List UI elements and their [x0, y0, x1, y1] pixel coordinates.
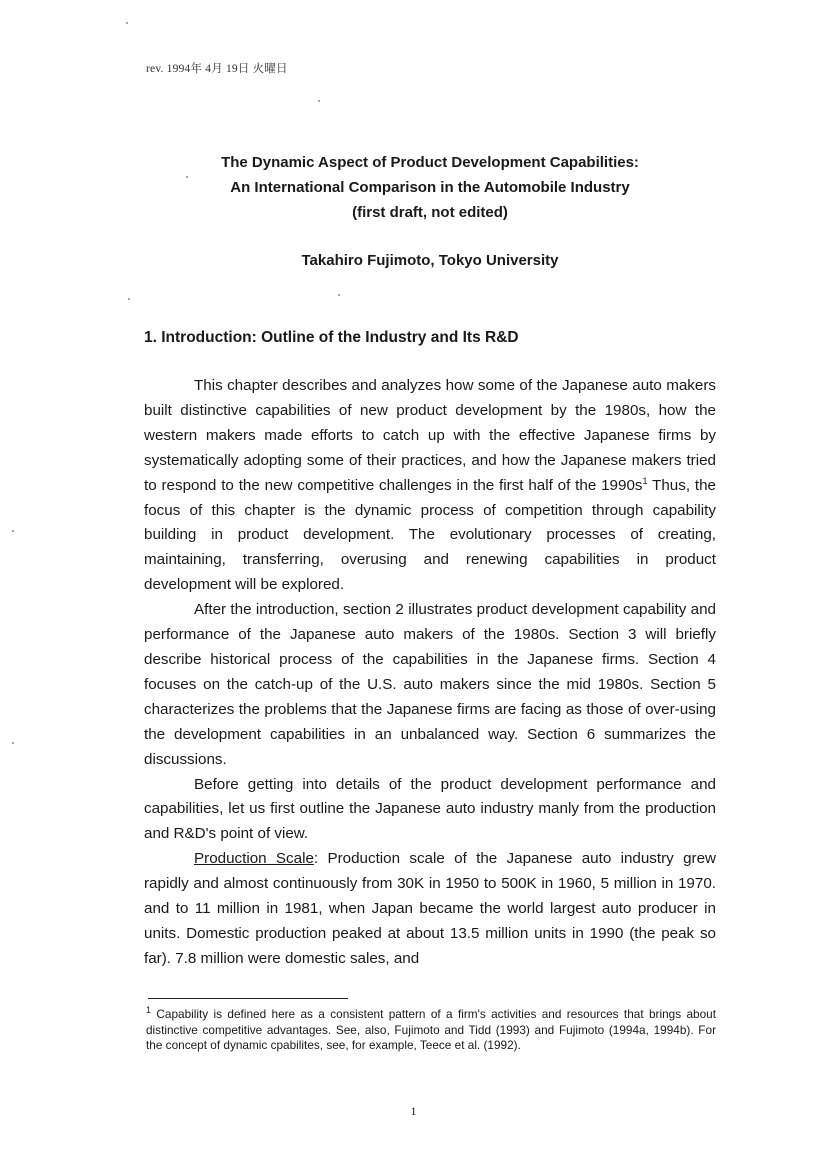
scan-speck: [12, 742, 14, 744]
paragraph-4-text: : Production scale of the Japanese auto industry grew rapidly and almost continuously from 30K in 1950 to 500K in 1960, 5 million in 1970. and to 11 million in 1981, when Japan became the world largest auto producer in units. Domestic production peaked at about 13.5 million units in 1990 (the peak so far). 7.8 million were domestic sales, and: [144, 850, 716, 967]
paragraph-3: Before getting into details of the product development performance and capabilities, let us first outline the Japanese auto industry manly from the production and R&D's point of view.: [144, 775, 716, 843]
footnote-divider: [148, 998, 348, 999]
footnote-marker: 1: [146, 1005, 152, 1016]
scan-speck: [338, 294, 340, 296]
paragraph-2: After the introduction, section 2 illustrates product development capability and performance of the Japanese auto makers of the 1980s. Section 3 will briefly describe historical process of the capabilities in the Japanese firms. Section 4 focuses on the catch-up of the U.S. auto makers since the mid 1980s. Section 5 characterizes the problems that the Japanese firms are facing as those of over-using the development capabilities in an unbalanced way. Section 6 summarizes the discussions.: [144, 601, 716, 768]
paragraph-1-text-a: This chapter describes and analyzes how some of the Japanese auto makers built distinctive capabilities of new product development by the 1980s, how the western makers made efforts to catch up with the effective Japanese firms by systematically adopting some of their practices, and how the Japanese makers tried to respond to the new competitive challenges in the first half of the 1990s: [144, 377, 716, 494]
paper-title: [150, 150, 710, 225]
title-line-1: The Dynamic Aspect of Product Development Capabilities:: [221, 154, 639, 171]
scan-speck: [186, 176, 188, 178]
scan-speck: [318, 100, 320, 102]
footnote-reference: 1: [642, 475, 648, 486]
footnote-text: Capability is defined here as a consistent pattern of a firm's activities and resources that brings about distinctive competitive advantages. See, also, Fujimoto and Tidd (1993) and Fujimoto (1994a, 1994b). For the concept of dynamic cpabilites, see, for example, Teece et al. (1992).: [146, 1007, 716, 1052]
paragraph-4-label: Production Scale: [194, 850, 314, 868]
paragraph-1: [144, 374, 716, 598]
paragraph-1-text-b: Thus, the focus of this chapter is the dynamic process of competition through capability building in product development. The evolutionary processes of creating, maintaining, transferring, overusing and renewing capabilities in product development will be explored.: [144, 476, 716, 594]
scan-speck: [128, 298, 130, 300]
scan-speck: [12, 530, 14, 532]
author-line: Takahiro Fujimoto, Tokyo University: [301, 252, 559, 269]
revision-stamp: rev. 1994年 4月 19日 火曜日: [146, 63, 288, 75]
footnote: [146, 1007, 716, 1054]
section-heading: 1. Introduction: Outline of the Industry and Its R&D: [144, 329, 519, 346]
title-line-3: (first draft, not edited): [352, 204, 508, 221]
page-number: 1: [410, 1104, 417, 1118]
scan-speck: [126, 22, 128, 24]
paragraph-4: [144, 847, 716, 972]
body-text: [144, 374, 716, 972]
title-line-2: An International Comparison in the Automobile Industry: [230, 179, 630, 196]
